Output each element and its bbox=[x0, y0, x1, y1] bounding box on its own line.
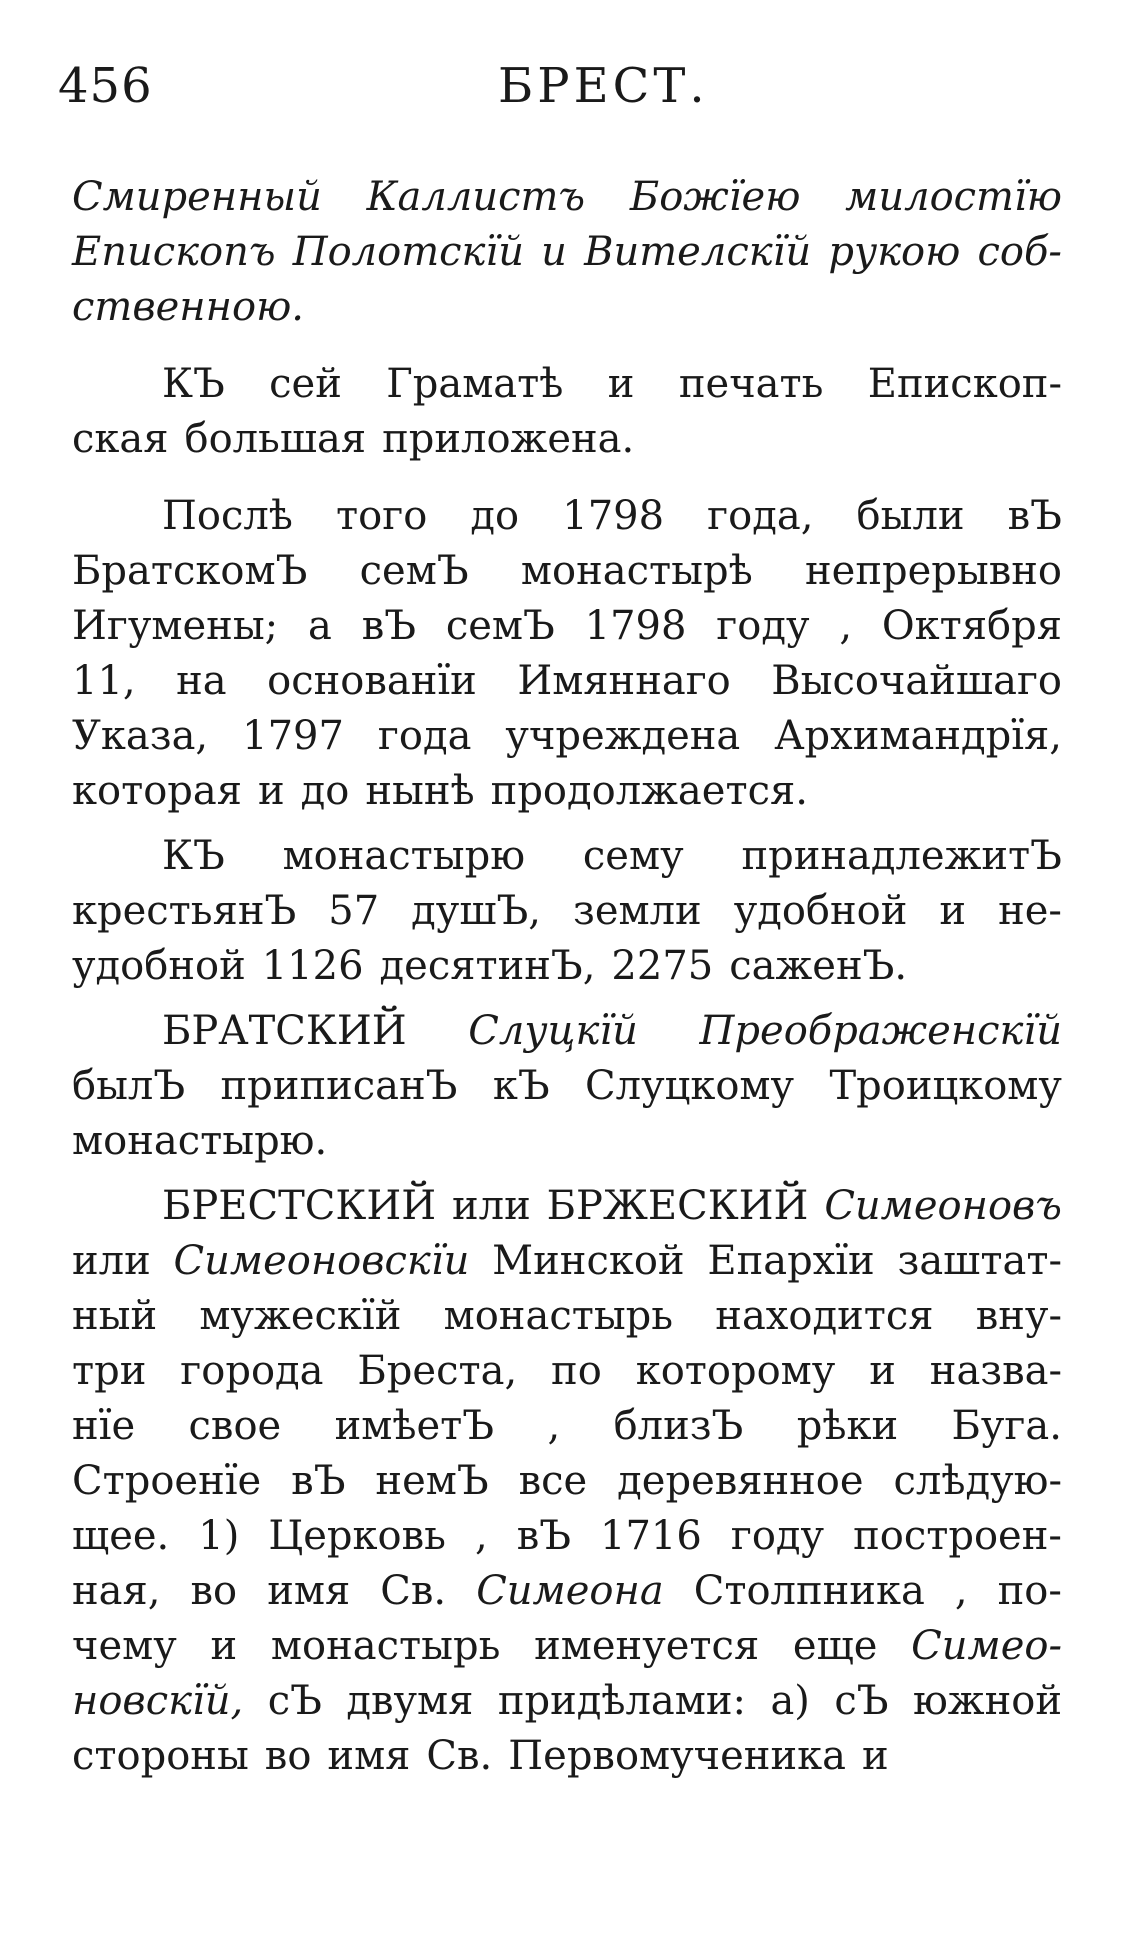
word: имя bbox=[327, 1733, 411, 1779]
word: и bbox=[607, 361, 635, 407]
paragraph-gap bbox=[72, 819, 1062, 829]
word: Граматѣ bbox=[386, 361, 564, 407]
word: печать bbox=[678, 361, 824, 407]
word: до bbox=[470, 493, 520, 539]
text-line bbox=[72, 544, 1062, 599]
word: 1797 bbox=[242, 713, 344, 759]
text-line bbox=[72, 280, 1062, 335]
word: построен- bbox=[853, 1513, 1062, 1559]
paragraph-gap bbox=[72, 994, 1062, 1004]
word: рукою bbox=[828, 229, 961, 275]
word: Преображенскїй bbox=[699, 1008, 1062, 1054]
word: 1126 bbox=[261, 943, 364, 989]
text-line bbox=[72, 412, 1062, 467]
word: Симео- bbox=[911, 1623, 1062, 1669]
text-line bbox=[72, 1114, 1062, 1169]
word: КЪ bbox=[162, 833, 225, 879]
word: БРЕСТСКИЙ bbox=[162, 1183, 437, 1229]
word: приложена. bbox=[382, 416, 635, 462]
page-header bbox=[58, 58, 1058, 128]
word: , bbox=[839, 603, 853, 649]
paragraph bbox=[72, 1004, 1062, 1169]
word: стороны bbox=[72, 1733, 249, 1779]
word: южной bbox=[912, 1678, 1062, 1724]
word: Полотскїй bbox=[292, 229, 524, 275]
text-line bbox=[72, 654, 1062, 709]
text-line bbox=[72, 357, 1062, 412]
word: ственною. bbox=[72, 284, 304, 330]
word: Строенїе bbox=[72, 1458, 262, 1504]
word: учреждена bbox=[505, 713, 741, 759]
paragraph bbox=[72, 1179, 1062, 1784]
word: году bbox=[716, 603, 810, 649]
word: удобной bbox=[733, 888, 908, 934]
word: продолжается. bbox=[490, 768, 808, 814]
word: года, bbox=[707, 493, 814, 539]
word: три bbox=[72, 1348, 147, 1394]
word: и bbox=[869, 1348, 896, 1394]
word: во bbox=[264, 1733, 312, 1779]
word: КЪ bbox=[162, 361, 225, 407]
word: монастырь bbox=[270, 1623, 501, 1669]
word: монастырь bbox=[443, 1293, 674, 1339]
word: Высочайшаго bbox=[771, 658, 1062, 704]
word: сей bbox=[269, 361, 342, 407]
word: непрерывно bbox=[805, 548, 1062, 594]
word: щее. bbox=[72, 1513, 170, 1559]
text-line bbox=[72, 709, 1062, 764]
word: и bbox=[257, 768, 285, 814]
word: Столпника bbox=[693, 1568, 925, 1614]
word: земли bbox=[573, 888, 702, 934]
word: Божїею bbox=[629, 174, 801, 220]
word: на bbox=[176, 658, 227, 704]
word: Епархїи bbox=[707, 1238, 875, 1284]
word: году bbox=[730, 1513, 825, 1559]
word: немЪ bbox=[375, 1458, 489, 1504]
text-line bbox=[72, 1454, 1062, 1509]
word: Симеоновъ bbox=[824, 1183, 1062, 1229]
word: ный bbox=[72, 1293, 158, 1339]
word: , bbox=[474, 1513, 488, 1559]
word: сЪ bbox=[267, 1678, 322, 1724]
word: а) bbox=[770, 1678, 810, 1724]
word: монастырѣ bbox=[520, 548, 753, 594]
word: душЪ, bbox=[411, 888, 542, 934]
word: которому bbox=[635, 1348, 836, 1394]
word: БРАТСКИЙ bbox=[162, 1008, 407, 1054]
word: заштат- bbox=[897, 1238, 1062, 1284]
word: чему bbox=[72, 1623, 177, 1669]
text-line bbox=[72, 1509, 1062, 1564]
word: мужескїй bbox=[199, 1293, 402, 1339]
word: находится bbox=[715, 1293, 934, 1339]
word: назва- bbox=[929, 1348, 1062, 1394]
word: Послѣ bbox=[162, 493, 293, 539]
word: все bbox=[518, 1458, 588, 1504]
word: Указа, bbox=[72, 713, 209, 759]
word: семЪ bbox=[359, 548, 469, 594]
word: монастырю. bbox=[72, 1118, 328, 1164]
paragraph bbox=[72, 170, 1062, 335]
word: БРЖЕСКИЙ bbox=[546, 1183, 809, 1229]
word: вЪ bbox=[361, 603, 416, 649]
word: деревянное bbox=[617, 1458, 864, 1504]
text-line bbox=[72, 1564, 1062, 1619]
text-line bbox=[72, 599, 1062, 654]
text-line bbox=[72, 1289, 1062, 1344]
word: были bbox=[856, 493, 965, 539]
word: Слуцкому bbox=[585, 1063, 795, 1109]
text-line bbox=[72, 939, 1062, 994]
word: близЪ bbox=[613, 1403, 744, 1449]
word: по- bbox=[997, 1568, 1062, 1614]
word: крестьянЪ bbox=[72, 888, 297, 934]
word: Игумены; bbox=[72, 603, 279, 649]
word: вЪ bbox=[516, 1513, 571, 1559]
word: Минской bbox=[492, 1238, 685, 1284]
word: 1716 bbox=[600, 1513, 702, 1559]
word: Октября bbox=[881, 603, 1062, 649]
word: Имяннаго bbox=[517, 658, 731, 704]
word: или bbox=[452, 1183, 531, 1229]
word: 1) bbox=[198, 1513, 240, 1559]
word: 2275 bbox=[611, 943, 714, 989]
text-line bbox=[72, 1399, 1062, 1454]
page-body bbox=[72, 170, 1062, 1784]
text-line bbox=[72, 884, 1062, 939]
word: десятинЪ, bbox=[379, 943, 596, 989]
word: слѣдую- bbox=[893, 1458, 1062, 1504]
word: ская bbox=[72, 416, 169, 462]
word: не- bbox=[998, 888, 1062, 934]
paragraph-gap bbox=[72, 467, 1062, 489]
word: Архимандрїя, bbox=[774, 713, 1062, 759]
word: сЪ bbox=[834, 1678, 889, 1724]
word: семЪ bbox=[445, 603, 555, 649]
word: Слуцкїй bbox=[468, 1008, 638, 1054]
word: вну- bbox=[975, 1293, 1062, 1339]
word: ная, bbox=[72, 1568, 161, 1614]
text-line bbox=[72, 829, 1062, 884]
word: нынѣ bbox=[365, 768, 475, 814]
word: Буга. bbox=[951, 1403, 1062, 1449]
word: и bbox=[939, 888, 967, 934]
text-line bbox=[72, 225, 1062, 280]
word: а bbox=[307, 603, 332, 649]
word: основанїи bbox=[267, 658, 477, 704]
word: Бреста, bbox=[357, 1348, 518, 1394]
word: Первомученика bbox=[508, 1733, 846, 1779]
text-line bbox=[72, 1179, 1062, 1234]
text-line bbox=[72, 489, 1062, 544]
word: города bbox=[180, 1348, 324, 1394]
text-line bbox=[72, 764, 1062, 819]
word: 1798 bbox=[562, 493, 665, 539]
word: двумя bbox=[346, 1678, 474, 1724]
word: до bbox=[300, 768, 350, 814]
paragraph bbox=[72, 829, 1062, 994]
word: вЪ bbox=[291, 1458, 346, 1504]
word: Св. bbox=[380, 1568, 447, 1614]
word: Смиренный bbox=[72, 174, 322, 220]
word: и bbox=[541, 229, 567, 275]
word: или bbox=[72, 1238, 151, 1284]
word: сему bbox=[582, 833, 684, 879]
word: 57 bbox=[328, 888, 380, 934]
word: которая bbox=[72, 768, 242, 814]
page-number: 456 bbox=[58, 58, 153, 114]
word: Вителскїй bbox=[584, 229, 812, 275]
paragraph-gap bbox=[72, 335, 1062, 357]
text-line bbox=[72, 1619, 1062, 1674]
word: большая bbox=[184, 416, 367, 462]
text-line bbox=[72, 170, 1062, 225]
word: Симеоновскїи bbox=[173, 1238, 470, 1284]
word: монастырю bbox=[282, 833, 526, 879]
word: имя bbox=[267, 1568, 351, 1614]
text-line bbox=[72, 1729, 1062, 1784]
word: кЪ bbox=[492, 1063, 550, 1109]
running-head: БРЕСТ. bbox=[498, 58, 709, 114]
text-line bbox=[72, 1234, 1062, 1289]
word: во bbox=[190, 1568, 238, 1614]
paragraph bbox=[72, 357, 1062, 467]
word: Церковь bbox=[268, 1513, 446, 1559]
word: и bbox=[861, 1733, 889, 1779]
paragraph bbox=[72, 489, 1062, 819]
word: Св. bbox=[426, 1733, 493, 1779]
word: , bbox=[547, 1403, 561, 1449]
word: Епископ- bbox=[867, 361, 1062, 407]
word: милостїю bbox=[845, 174, 1062, 220]
word: былЪ bbox=[72, 1063, 186, 1109]
word: придѣлами: bbox=[497, 1678, 746, 1724]
word: того bbox=[336, 493, 428, 539]
word: Троицкому bbox=[829, 1063, 1062, 1109]
word: принадлежитЪ bbox=[741, 833, 1062, 879]
word: 1798 bbox=[584, 603, 687, 649]
word: и bbox=[210, 1623, 238, 1669]
word: именуется bbox=[534, 1623, 760, 1669]
word: Каллистъ bbox=[366, 174, 586, 220]
word: Епископъ bbox=[72, 229, 276, 275]
word: приписанЪ bbox=[220, 1063, 458, 1109]
word: нїе bbox=[72, 1403, 136, 1449]
word: 11, bbox=[72, 658, 136, 704]
word: саженЪ. bbox=[729, 943, 908, 989]
word: имѣетЪ bbox=[334, 1403, 495, 1449]
word: , bbox=[954, 1568, 968, 1614]
word: свое bbox=[188, 1403, 282, 1449]
text-line bbox=[72, 1344, 1062, 1399]
word: вЪ bbox=[1007, 493, 1062, 539]
paragraph-gap bbox=[72, 1169, 1062, 1179]
word: еще bbox=[792, 1623, 878, 1669]
word: года bbox=[377, 713, 472, 759]
word: БратскомЪ bbox=[72, 548, 308, 594]
text-line bbox=[72, 1059, 1062, 1114]
word: Симеона bbox=[476, 1568, 664, 1614]
text-line bbox=[72, 1674, 1062, 1729]
word: по bbox=[551, 1348, 602, 1394]
word: соб- bbox=[977, 229, 1062, 275]
word: удобной bbox=[72, 943, 246, 989]
text-line bbox=[72, 1004, 1062, 1059]
word: новскїй, bbox=[72, 1678, 244, 1724]
word: рѣки bbox=[796, 1403, 899, 1449]
